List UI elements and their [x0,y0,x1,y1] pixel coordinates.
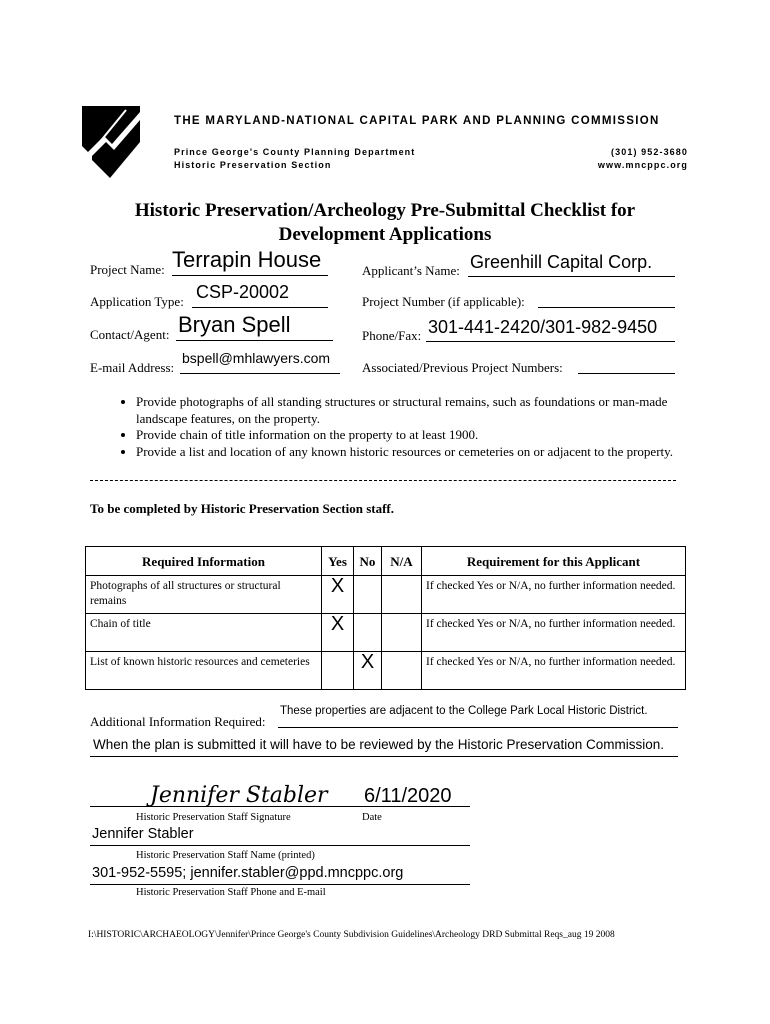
header-no: No [354,547,382,576]
associated-numbers-label: Associated/Previous Project Numbers: [362,360,563,375]
project-name-value: Terrapin House [172,247,322,272]
title-line-2: Development Applications [278,224,492,245]
header-na: N/A [382,547,422,576]
associated-numbers-line [578,373,675,374]
mncppc-logo [82,106,142,178]
requirements-table [85,546,686,690]
list-item: • Provide photographs of all standing structures or structural remains, such as foundations or man-made landscape features, on the property. [136,394,706,427]
cell-info: Chain of title [86,614,322,652]
file-path-footer: I:\HISTORIC\ARCHAEOLOGY\Jennifer\Prince George's County Subdivision Guidelines\Archeology DRD Submittal Reqs_aug 19 2008 [88,930,615,940]
applicant-name-label: Applicant’s Name: [362,263,460,278]
table-row [86,652,686,690]
applicant-name-line [468,276,675,277]
phone-fax-line [426,341,675,342]
header-required-info: Required Information [86,547,322,576]
additional-info-line-1 [278,727,678,728]
cell-yes: X [322,614,354,652]
org-name: THE MARYLAND-NATIONAL CAPITAL PARK AND PLANNING COMMISSION [174,115,660,127]
cell-requirement: If checked Yes or N/A, no further information needed. [422,652,686,690]
cell-info: List of known historic resources and cemeteries [86,652,322,690]
department-name: Prince George's County Planning Department [174,147,416,157]
staff-signature: Jennifer Stabler [150,783,328,808]
cell-yes: X [322,576,354,614]
application-type-label: Application Type: [90,294,184,309]
staff-name-label: Historic Preservation Staff Name (printed) [136,850,315,861]
signature-label: Historic Preservation Staff Signature [136,812,291,823]
email-line [180,373,340,374]
phone-fax-label: Phone/Fax: [362,328,422,343]
contact-agent-line [176,340,333,341]
cell-na [382,576,422,614]
org-website: www.mncppc.org [597,160,688,170]
project-name-line [172,275,328,276]
org-phone: (301) 952-3680 [611,147,688,157]
applicant-name-value: Greenhill Capital Corp. [470,252,653,272]
additional-info-text-1: These properties are adjacent to the College Park Local Historic District. [280,705,648,717]
project-name-label: Project Name: [90,262,165,277]
section-name: Historic Preservation Section [174,160,332,170]
staff-contact-label: Historic Preservation Staff Phone and E-mail [136,887,326,898]
staff-name-value: Jennifer Stabler [92,826,194,842]
application-type-value: CSP-20002 [196,282,290,302]
list-item: • Provide a list and location of any known historic resources or cemeteries on or adjacent to the property. [136,444,706,461]
project-number-line [538,307,675,308]
cell-na [382,652,422,690]
list-item: • Provide chain of title information on the property to at least 1900. [136,427,706,444]
staff-contact-value: 301-952-5595; jennifer.stabler@ppd.mncppc.org [92,865,404,881]
document-title [60,199,710,247]
cell-requirement: If checked Yes or N/A, no further information needed. [422,614,686,652]
title-line-1: Historic Preservation/Archeology Pre-Submittal Checklist for [134,200,636,221]
additional-info-line-2 [90,756,678,757]
contact-agent-value: Bryan Spell [178,312,291,337]
project-number-label: Project Number (if applicable): [362,294,525,309]
staff-note: To be completed by Historic Preservation Section staff. [90,501,395,516]
cell-na [382,614,422,652]
date-label: Date [362,812,382,823]
table-header-row [86,547,686,576]
signature-date: 6/11/2020 [364,785,452,807]
phone-fax-value: 301-441-2420/301-982-9450 [428,317,658,337]
header-yes: Yes [322,547,354,576]
email-value: bspell@mhlawyers.com [182,350,331,366]
dashed-divider [90,480,676,481]
staff-name-line [90,845,470,846]
requirements-list [110,394,706,460]
cell-yes [322,652,354,690]
header-requirement: Requirement for this Applicant [422,547,686,576]
cell-info: Photographs of all structures or structural remains [86,576,322,614]
staff-contact-line [90,884,470,885]
application-type-line [192,307,328,308]
cell-requirement: If checked Yes or N/A, no further information needed. [422,576,686,614]
contact-agent-label: Contact/Agent: [90,327,170,342]
table-row [86,614,686,652]
email-label: E-mail Address: [90,360,175,375]
cell-no: X [354,652,382,690]
additional-info-text-2: When the plan is submitted it will have to be reviewed by the Historic Preservation Commission. [93,737,664,752]
additional-info-label: Additional Information Required: [90,714,266,729]
cell-no [354,614,382,652]
cell-no [354,576,382,614]
table-row [86,576,686,614]
